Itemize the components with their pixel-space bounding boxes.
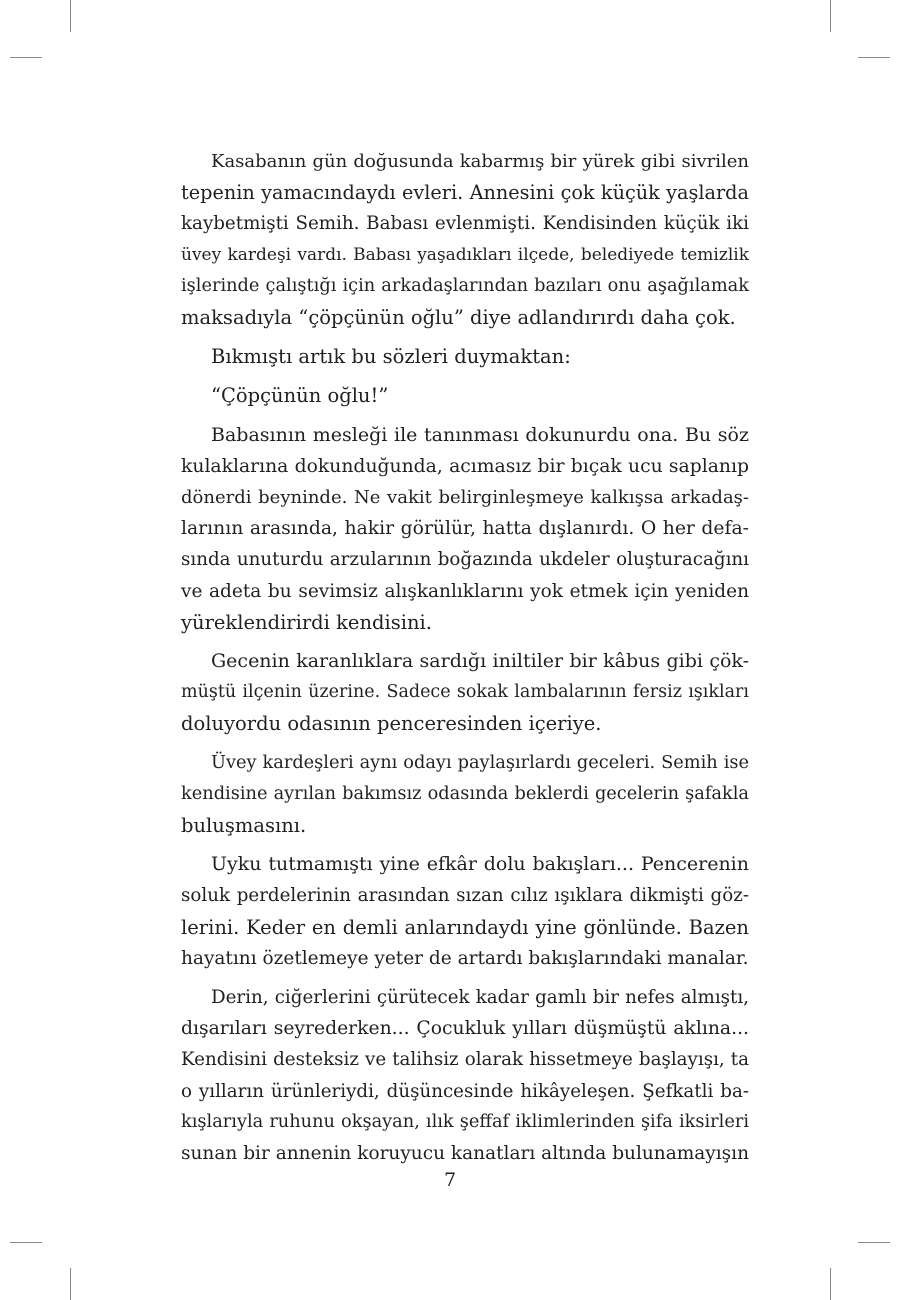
text-line: Uyku tutmamıştı yine efkâr dolu bakışları... Pencerenin — [211, 853, 749, 876]
text-line: yüreklendirirdi kendisini. — [181, 610, 432, 634]
text-line: sunan bir annenin koruyucu kanatları altında bulunamayışın — [181, 1143, 749, 1165]
text-line: üvey kardeşi vardı. Babası yaşadıkları ilçede, belediyede temizlik — [181, 244, 749, 265]
crop-mark-bottom-left — [70, 1268, 71, 1300]
text-line: Kendisini desteksiz ve talihsiz olarak hissetmeye başlayışı, ta — [181, 1049, 749, 1071]
paragraph — [181, 748, 749, 842]
crop-mark-top-right — [830, 0, 831, 32]
text-line: kışlarıyla ruhunu okşayan, ılık şeffaf iklimlerinden şifa iksirleri — [181, 1111, 749, 1132]
text-line: dışarıları seyrederken... Çocukluk yılları düşmüştü aklına... — [181, 1018, 749, 1040]
text-line: o yılların ürünleriydi, düşüncesinde hikâyeleşen. Şefkatli ba- — [181, 1080, 749, 1102]
paragraph — [181, 146, 749, 333]
crop-mark-top-left-horizontal — [10, 57, 42, 58]
text-line: hayatını özetlemeye yeter de artardı bakışlarındaki manalar. — [181, 947, 749, 969]
paragraph — [181, 380, 749, 411]
crop-mark-bottom-right — [830, 1268, 831, 1300]
text-line: soluk perdelerinin arasından sızan cılız ışıklara dikmişti göz- — [181, 885, 749, 907]
body-text — [181, 146, 749, 1177]
text-line: maksadıyla “çöpçünün oğlu” diye adlandırırdı daha çok. — [181, 306, 736, 330]
paragraph — [181, 849, 749, 974]
crop-mark-bottom-right-horizontal — [858, 1242, 890, 1243]
text-line: işlerinde çalıştığı için arkadaşlarından bazıları onu aşağılamak — [181, 275, 749, 296]
text-line: sında unuturdu arzularının boğazında ukdeler oluşturacağını — [181, 549, 749, 571]
paragraph — [181, 420, 749, 638]
text-line: Babasının mesleği ile tanınması dokunurdu ona. Bu söz — [211, 423, 749, 446]
crop-mark-top-right-horizontal — [858, 57, 890, 58]
text-line: Gecenin karanlıklara sardığı iniltiler bir kâbus gibi çök- — [211, 650, 749, 673]
text-line: larının arasında, hakir görülür, hatta dışlanırdı. O her defa- — [181, 518, 749, 540]
text-line: kaybetmişti Semih. Babası evlenmişti. Kendisinden küçük iki — [181, 213, 749, 235]
text-line: doluyordu odasının penceresinden içeriye. — [181, 712, 602, 736]
text-line: buluşmasını. — [181, 814, 307, 838]
text-line: tepenin yamacındaydı evleri. Annesini çok küçük yaşlarda — [181, 181, 749, 205]
paragraph — [181, 341, 749, 372]
text-line: Kasabanın gün doğusunda kabarmış bir yürek gibi sivrilen — [211, 151, 749, 172]
text-line: Bıkmıştı artık bu sözleri duymaktan: — [211, 345, 571, 369]
paragraph — [181, 982, 749, 1169]
paragraph — [181, 646, 749, 740]
text-line: kulaklarına dokunduğunda, acımasız bir bıçak ucu saplanıp — [181, 455, 749, 477]
text-line: lerini. Keder en demli anlarındaydı yine gönlünde. Bazen — [181, 915, 749, 939]
text-line: dönerdi beyninde. Ne vakit belirginleşmeye kalkışsa arkadaş- — [181, 487, 749, 509]
text-line: “Çöpçünün oğlu!” — [211, 384, 389, 408]
crop-mark-top-left — [70, 0, 71, 32]
text-line: kendisine ayrılan bakımsız odasında beklerdi gecelerin şafakla — [181, 783, 749, 804]
text-line: ve adeta bu sevimsiz alışkanlıklarını yok etmek için yeniden — [181, 580, 749, 602]
page-number: 7 — [443, 1169, 457, 1191]
text-line: Derin, ciğerlerini çürütecek kadar gamlı bir nefes almıştı, — [211, 987, 749, 1009]
crop-mark-bottom-left-horizontal — [10, 1242, 42, 1243]
text-line: Üvey kardeşleri aynı odayı paylaşırlardı geceleri. Semih ise — [211, 752, 749, 773]
text-line: müştü ilçenin üzerine. Sadece sokak lambalarının fersiz ışıkları — [181, 682, 749, 703]
